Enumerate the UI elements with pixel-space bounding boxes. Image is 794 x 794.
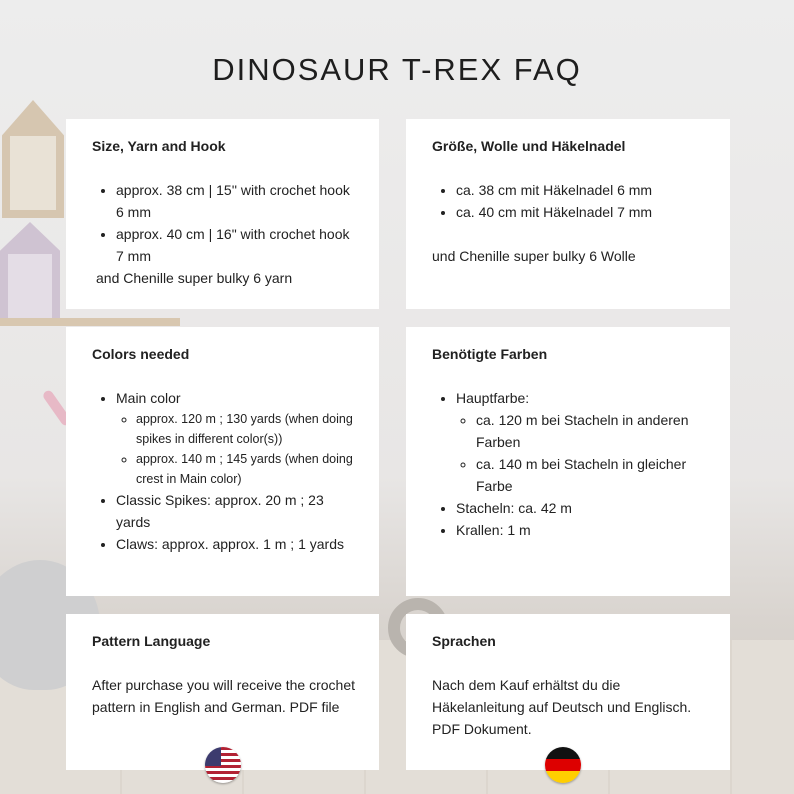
- list-item: • Claws: approx. approx. 1 m ; 1 yards: [116, 533, 357, 555]
- background-house-shelf: [0, 222, 60, 318]
- main-color-label: Main color: [116, 390, 181, 406]
- list-item: • ca. 40 cm mit Häkelnadel 7 mm: [456, 201, 708, 223]
- card-sprachen: [406, 614, 730, 770]
- sub-list-item: ◦ approx. 120 m ; 130 yards (when doing spikes in different color(s)): [136, 409, 357, 449]
- card-heading: Benötigte Farben: [432, 346, 548, 362]
- main-color-sublist: [116, 409, 357, 489]
- main-color-label: Hauptfarbe:: [456, 390, 530, 406]
- main-color-sublist: [456, 409, 708, 497]
- list-item: • ca. 38 cm mit Häkelnadel 6 mm: [456, 179, 708, 201]
- list-item: • approx. 40 cm | 16" with crochet hook 7 mm: [116, 223, 357, 267]
- card-size-yarn-hook: [66, 119, 379, 309]
- size-list: [432, 179, 708, 223]
- sub-list-item: ◦ ca. 120 m bei Stacheln in anderen Farben: [476, 409, 708, 453]
- card-heading: Sprachen: [432, 633, 496, 649]
- sub-list-item: ◦ ca. 140 m bei Stacheln in gleicher Farbe: [476, 453, 708, 497]
- background-shelf: [0, 318, 180, 326]
- card-heading: Colors needed: [92, 346, 190, 362]
- colors-list: [432, 387, 708, 541]
- card-colors-needed: [66, 327, 379, 596]
- background-house-shelf: [2, 100, 64, 218]
- card-heading: Size, Yarn and Hook: [92, 138, 226, 154]
- germany-flag-icon: [545, 747, 581, 783]
- list-item: • Krallen: 1 m: [456, 519, 708, 541]
- language-text: After purchase you will receive the crochet pattern in English and German. PDF file: [92, 677, 356, 715]
- card-groesse-wolle-haekelnadel: [406, 119, 730, 309]
- card-benoetigte-farben: [406, 327, 730, 596]
- language-text: Nach dem Kauf erhältst du die Häkelanleitung auf Deutsch und Englisch. PDF Dokument.: [432, 677, 692, 737]
- yarn-note: und Chenille super bulky 6 Wolle: [432, 248, 636, 264]
- list-item: [116, 387, 357, 489]
- list-item: • Stacheln: ca. 42 m: [456, 497, 708, 519]
- sub-list-item: ◦ approx. 140 m ; 145 yards (when doing crest in Main color): [136, 449, 357, 489]
- list-item: • approx. 38 cm | 15'' with crochet hook 6 mm: [116, 179, 357, 223]
- card-heading: Größe, Wolle und Häkelnadel: [432, 138, 626, 154]
- size-list: [92, 179, 357, 267]
- colors-list: [92, 387, 357, 555]
- yarn-note: and Chenille super bulky 6 yarn: [96, 270, 293, 286]
- list-item: • Classic Spikes: approx. 20 m ; 23 yards: [116, 489, 357, 533]
- list-item: [456, 387, 708, 497]
- us-flag-icon: [205, 747, 241, 783]
- page-title: DINOSAUR T-REX FAQ: [212, 52, 582, 87]
- card-heading: Pattern Language: [92, 633, 211, 649]
